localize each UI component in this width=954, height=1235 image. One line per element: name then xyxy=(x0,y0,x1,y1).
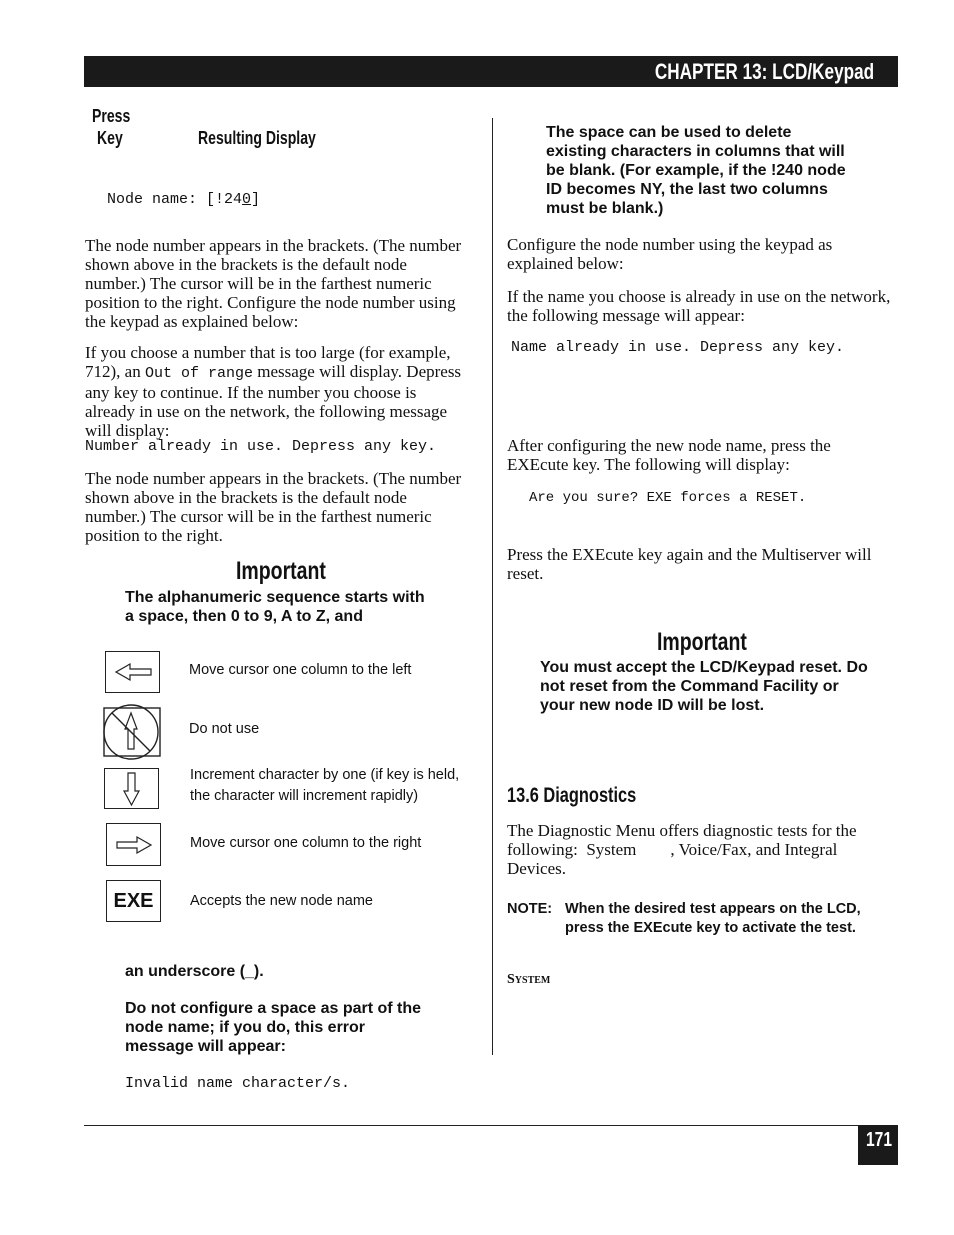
system-subheading: System xyxy=(507,972,551,987)
reset-confirm-message: Are you sure? EXE forces a RESET. xyxy=(529,490,807,506)
paragraph-after-config: After configuring the new node name, press the EXEcute key. The following will display: xyxy=(507,436,831,474)
col-heading-key: Key xyxy=(97,128,123,148)
down-arrow-icon xyxy=(105,769,158,808)
key-desc-left: Move cursor one column to the left xyxy=(189,662,412,678)
important-heading-right: Important xyxy=(657,628,747,656)
exe-key-icon xyxy=(106,880,161,922)
left-arrow-icon xyxy=(106,652,159,692)
right-arrow-key xyxy=(106,823,161,866)
key-desc-exe: Accepts the new node name xyxy=(190,893,373,909)
important-text-left: The alphanumeric sequence starts with a space, then 0 to 9, A to Z, and xyxy=(125,589,425,625)
note-text: When the desired test appears on the LCD, press the EXEcute key to activate the test. xyxy=(565,901,861,936)
node-name-display: Node name: [!240] xyxy=(107,191,261,208)
paragraph-press-exe: Press the EXEcute key again and the Multiserver will reset. xyxy=(507,545,872,583)
chapter-title: CHAPTER 13: LCD/Keypad xyxy=(654,59,874,84)
col-heading-display: Resulting Display xyxy=(198,128,316,148)
page-number-box xyxy=(858,1125,898,1165)
paragraph-name-in-use: If the name you choose is already in use on the network, the following message will appear: xyxy=(507,287,891,325)
number-in-use-message: Number already in use. Depress any key. xyxy=(85,438,437,455)
up-arrow-prohibited-icon xyxy=(101,703,163,761)
paragraph-out-of-range: If you choose a number that is too large (for example, 712), an Out of range message will display. Depress any key to continue. If the number you choose is already in use on the network, the following message will display: xyxy=(85,343,462,440)
left-arrow-key xyxy=(105,651,160,693)
paragraph-configure: Configure the node number using the keypad as explained below: xyxy=(507,235,833,273)
key-desc-down: Increment character by one (if key is held, the character will increment rapidly) xyxy=(190,767,460,804)
name-in-use-message: Name already in use. Depress any key. xyxy=(511,339,845,356)
paragraph-node-number-repeat: The node number appears in the brackets. (The number shown above in the brackets is the default node number.) The cursor will be in the farthest numeric position to the right. xyxy=(85,469,462,545)
exe-key-label: EXE xyxy=(113,889,154,912)
key-desc-up: Do not use xyxy=(189,721,260,737)
column-divider xyxy=(492,118,493,1055)
paragraph-node-number: The node number appears in the brackets. (The number shown above in the brackets is the default node number.) The cursor will be in the farthest numeric position to the right. Configure the node number using the keypad as explained below: xyxy=(85,236,462,331)
important-text-right: You must accept the LCD/Keypad reset. Do not reset from the Command Facility or your new node ID will be lost. xyxy=(540,659,868,714)
cursor-char: 0 xyxy=(242,191,252,208)
space-delete-note: The space can be used to delete existing characters in columns that will be blank. (For example, if the !240 node ID becomes NY, the last two columns must be blank.) xyxy=(546,124,846,217)
col-heading-press: Press xyxy=(92,106,131,126)
underscore-note: an underscore (_). xyxy=(125,963,264,980)
note-label: NOTE: xyxy=(507,901,553,917)
down-arrow-key xyxy=(104,768,159,809)
page-number: 171 xyxy=(866,1129,893,1151)
invalid-name-message: Invalid name character/s. xyxy=(125,1075,351,1092)
no-space-note: Do not configure a space as part of the node name; if you do, this error message will appear: xyxy=(125,1000,422,1055)
paragraph-diagnostics: The Diagnostic Menu offers diagnostic tests for the following: System , Voice/Fax, and Integral Devices. xyxy=(507,821,861,878)
section-heading-diagnostics: 13.6 Diagnostics xyxy=(507,784,637,807)
out-of-range-code: Out of range xyxy=(144,365,253,382)
key-desc-right: Move cursor one column to the right xyxy=(190,835,422,851)
right-arrow-icon xyxy=(107,824,160,865)
important-heading-left: Important xyxy=(236,557,326,585)
footer-rule xyxy=(84,1125,898,1126)
